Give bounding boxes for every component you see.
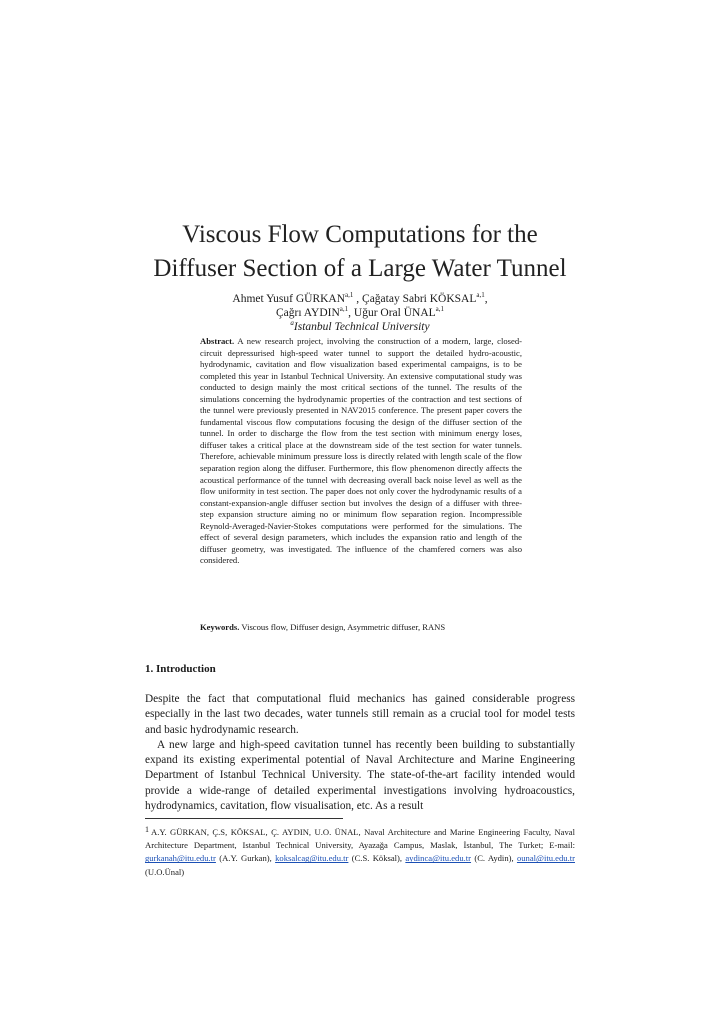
affiliation-name: Istanbul Technical University [293, 321, 430, 333]
paper-title [100, 218, 620, 286]
title-line-2: Diffuser Section of a Large Water Tunnel [153, 255, 567, 282]
email-link[interactable]: aydinca@itu.edu.tr [405, 853, 472, 864]
author-name: Ahmet Yusuf GÜRKAN [232, 293, 346, 305]
email-link[interactable]: ounal@itu.edu.tr [516, 853, 575, 864]
title-line-1: Viscous Flow Computations for the [182, 221, 538, 248]
footnote-text: (C.S. Köksal), [348, 853, 406, 864]
email-link[interactable]: koksalcag@itu.edu.tr [275, 853, 349, 864]
email-link[interactable]: gurkanah@itu.edu.tr [145, 853, 216, 864]
introduction-body [145, 692, 575, 814]
abstract-text: A new research project, involving the construction of a modern, large, closed-circuit depressurised high-speed water tunnel to support the detailed hydro-acoustic, hydrodynamic, cavitation and flow visualization based experimental campaigns, is to be completed this year in Istanbul Technical University. An extensive computational study was conducted to design mainly the most critical sections of the tunnel. The results of the simulations concerning the hydrodynamic properties of the contraction and test sections of the tunnel were previously presented in NAV2015 conference. The present paper covers the fundamental viscous flow computations focusing the design of the diffuser section of the tunnel. In order to discharge the flow from the test section with minimum energy loses, diffuser takes a critical place at the downstream side of the test section for water tunnels. Therefore, achievable minimum pressure loss is directly related with length scale of the flow separation region along the diffuser. Furthermore, this flow phenomenon directly affects the acoustical performance of the tunnel with decreasing overall back noise level as well as the flow uniformity in test section. The paper does not only cover the hydrodynamic results of a constant-expansion-angle diffuser section but involves the design of a diffuser with three-step expansion structure aiming no or minimum flow separation region. Incompressible Reynold-Averaged-Navier-Stokes computations were performed for the simulations. The effect of several design parameters, which includes the expansion ratio and length of the diffuser geometry, was investigated. The influence of the chamfered corners was also considered. [200, 336, 522, 566]
footnote-mark: 1 [145, 825, 149, 834]
affiliation-mark: a [290, 319, 294, 328]
author-separator: , [484, 293, 488, 305]
footnote-text: (A.Y. Gurkan), [215, 853, 276, 864]
section-heading: 1. Introduction [145, 663, 216, 675]
author-affiliation-mark: a,1 [435, 305, 445, 314]
author-block [140, 292, 580, 334]
author-name: , Uğur Oral ÜNAL [348, 307, 436, 319]
footnote-text: (U.O.Ünal) [145, 866, 185, 877]
author-affiliation-mark: a,1 [476, 291, 485, 300]
author-name: Çağrı AYDIN [275, 307, 340, 319]
keywords-text: Viscous flow, Diffuser design, Asymmetric diffuser, RANS [241, 622, 446, 632]
author-affiliation-mark: a,1 [339, 305, 349, 314]
abstract-label: Abstract. [200, 336, 235, 346]
footnote-text: A.Y. GÜRKAN, Ç.S, KÖKSAL, Ç. AYDIN, U.O. ÜNAL, Naval Architecture and Marine Engineering Faculty, Naval Architecture Department, Istanbul Technical University, Ayazağa Campus, Maslak, İstanbul, The Turket; E-mail: [145, 827, 575, 851]
author-name: , Çağatay Sabri KÖKSAL [356, 293, 477, 305]
keywords-label: Keywords. [200, 622, 240, 632]
abstract [200, 336, 522, 567]
author-line-2 [140, 306, 580, 320]
author-affiliation-mark: a,1 [345, 291, 354, 300]
paragraph: A new large and high-speed cavitation tunnel has recently been building to substantially expand its existing experimental potential of Naval Architecture and Marine Engineering Department of Istanbul Technical University. The state-of-the-art facility intended would provide a wide-range of detailed experimental investigations involving hydroacoustics, hydrodynamics, cavitation, flow visualisation, etc. As a result [145, 738, 575, 813]
paragraph: Despite the fact that computational fluid mechanics has gained considerable progress especially in the last two decades, water tunnels still remain as a crucial tool for model tests and basic hydrodynamic research. [145, 693, 575, 736]
footnote-divider [145, 818, 343, 819]
author-line-1 [140, 292, 580, 306]
affiliation [140, 320, 580, 334]
keywords [200, 622, 522, 634]
footnote [145, 826, 575, 879]
footnote-text: (C. Aydin), [471, 853, 517, 864]
